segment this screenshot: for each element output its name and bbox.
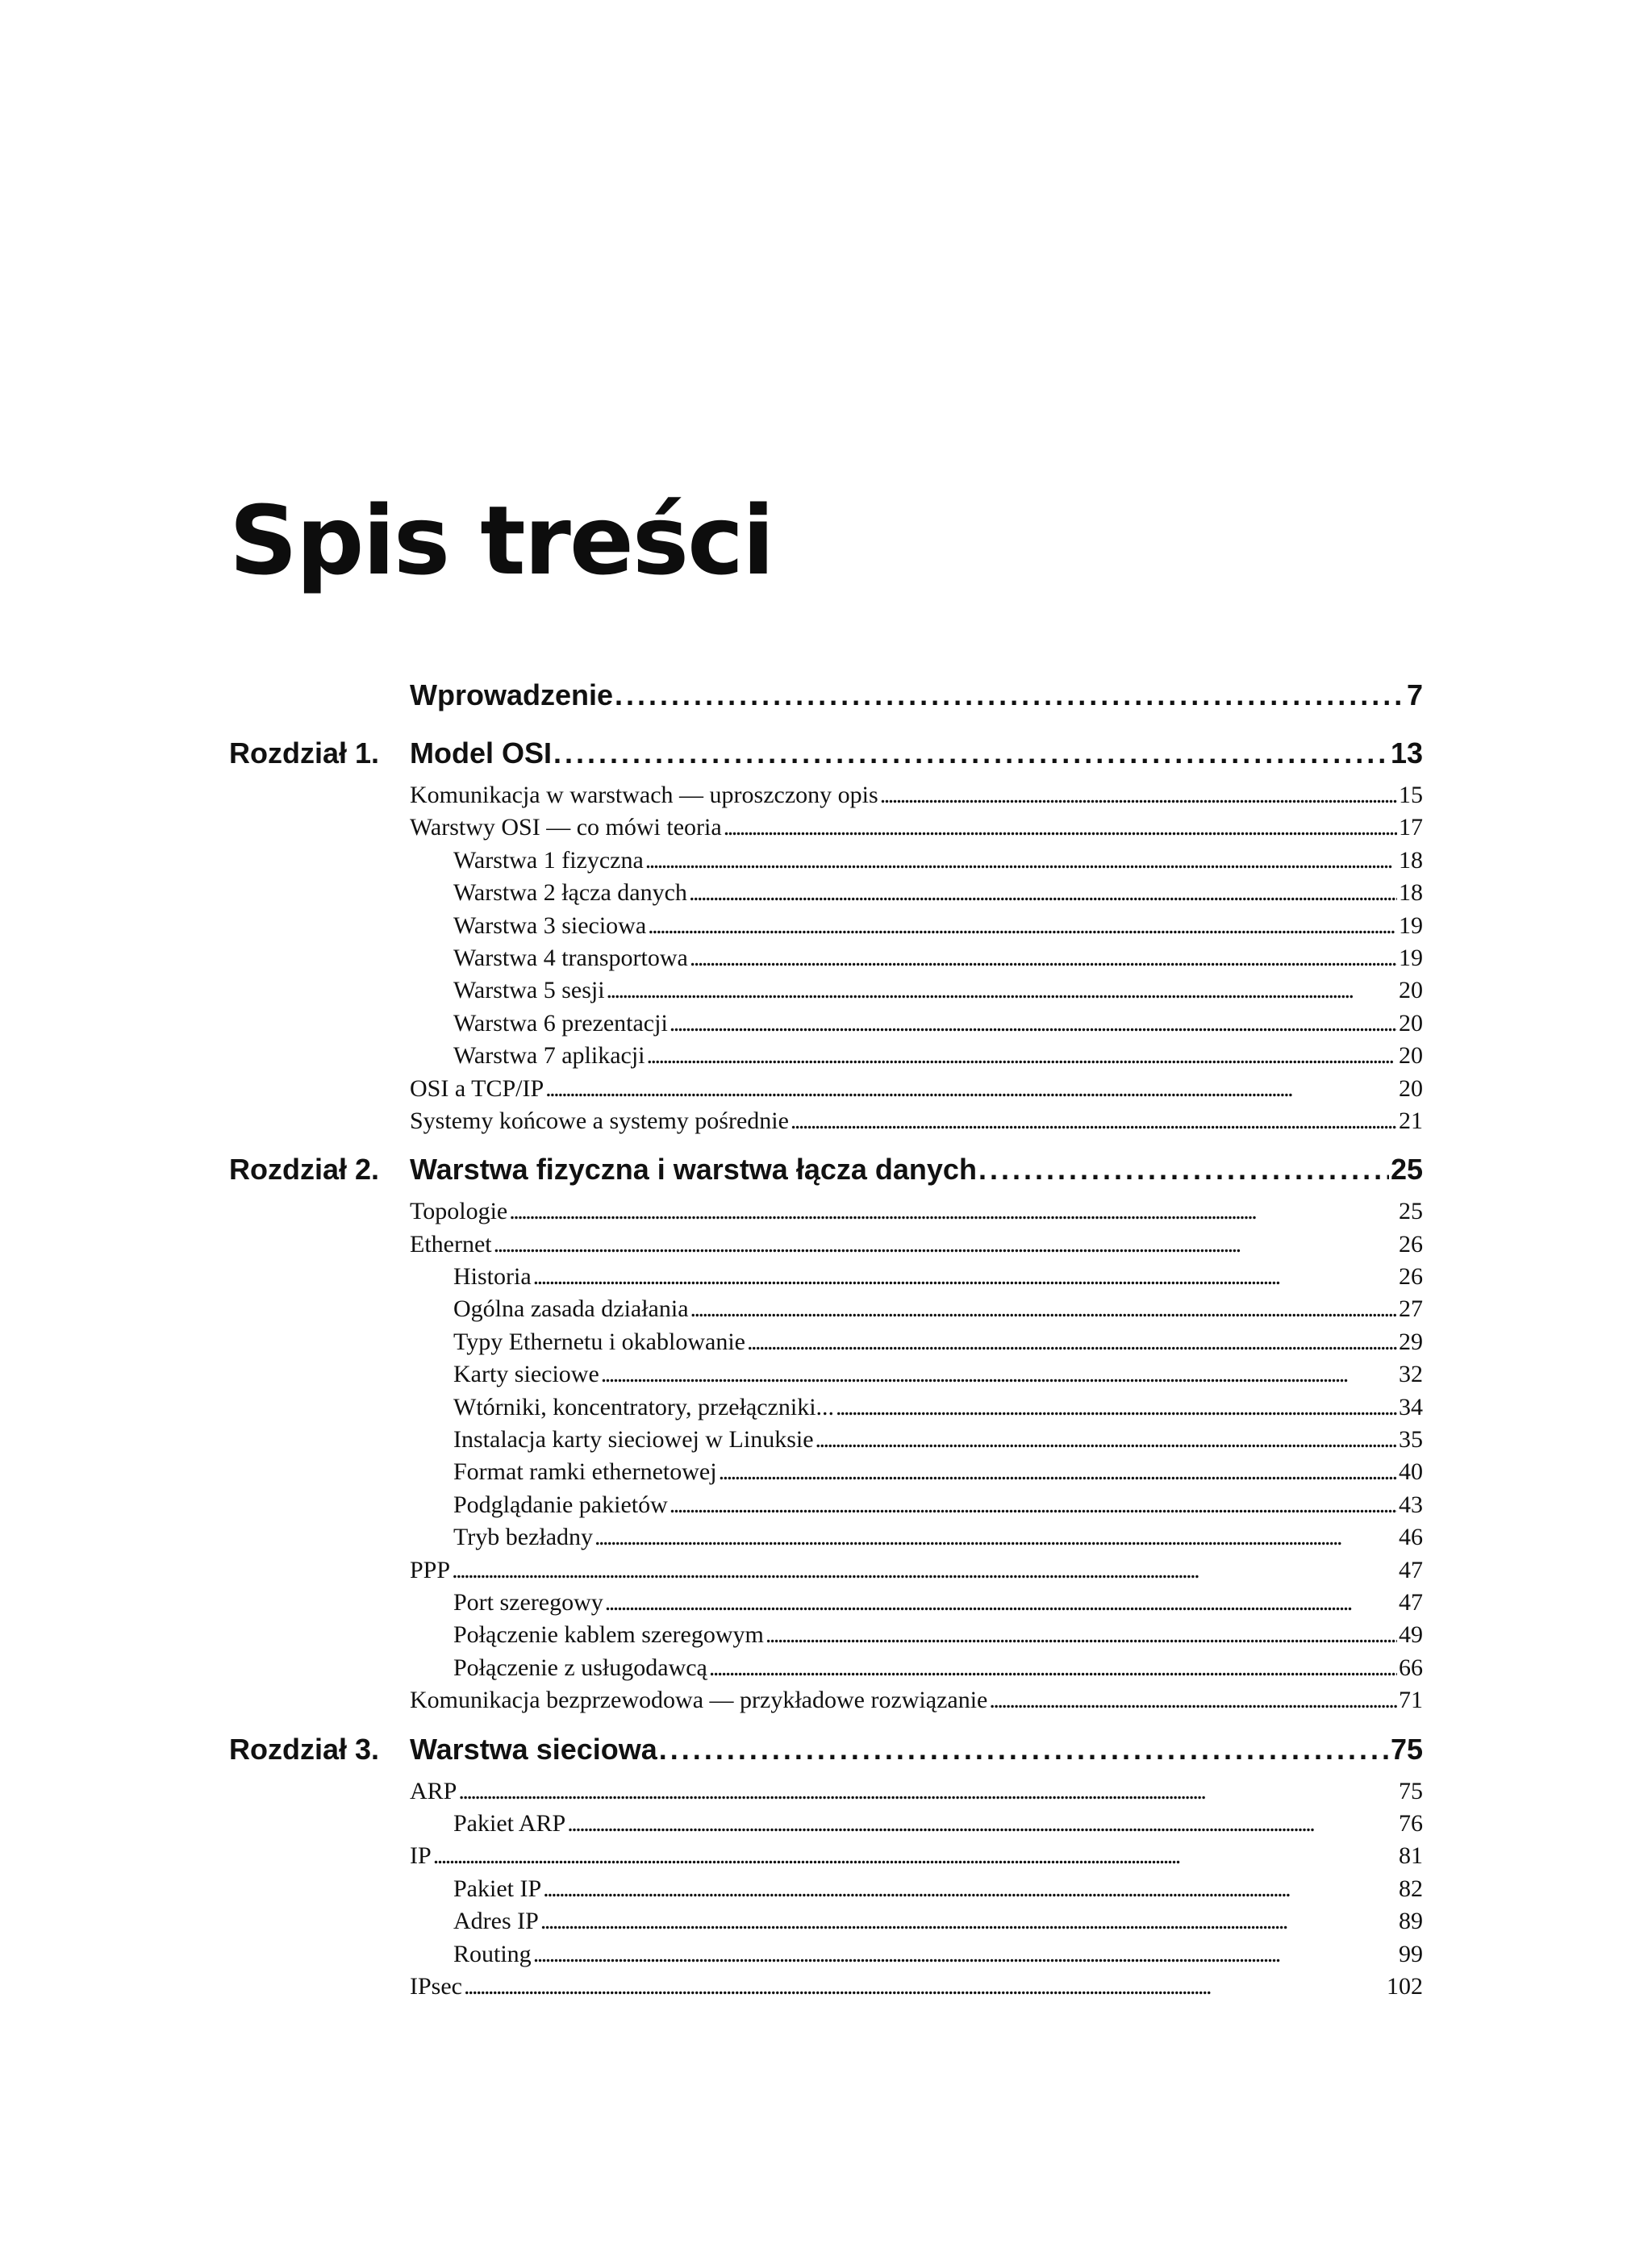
toc-entry[interactable] — [229, 1073, 1423, 1105]
toc-section — [229, 1724, 1423, 2004]
dot-leader — [540, 1905, 1397, 1938]
entry-page-number: 34 — [1399, 1393, 1423, 1420]
chapter-heading[interactable] — [229, 1144, 1423, 1195]
entry-title: IPsec — [410, 1972, 462, 2000]
entry-title: Warstwa 5 sesji — [453, 977, 605, 1004]
entry-title: Typy Ethernetu i okablowanie — [453, 1328, 745, 1355]
chapter-title: Wprowadzenie — [410, 678, 614, 711]
toc-subentry[interactable] — [229, 1587, 1423, 1619]
dot-leader — [880, 779, 1397, 811]
entry-title: Karty sieciowe — [453, 1361, 599, 1388]
entry-page-number: 15 — [1399, 782, 1423, 808]
dot-leader — [543, 1873, 1397, 1905]
entry-page-number: 102 — [1387, 1972, 1423, 2000]
entry-title: IP — [410, 1842, 432, 1870]
dot-leader — [645, 845, 1397, 877]
dot-leader — [747, 1326, 1397, 1358]
entry-title: Topologie — [410, 1198, 508, 1225]
chapter-label: Rozdział 3. — [229, 1732, 380, 1766]
entry-title: Port szeregowy — [453, 1588, 603, 1616]
chapter-page-number: 75 — [1390, 1732, 1423, 1766]
chapter-title: Model OSI — [410, 736, 553, 770]
entry-page-number: 19 — [1399, 944, 1423, 971]
toc-subentry[interactable] — [229, 1456, 1423, 1488]
chapter-heading[interactable] — [229, 669, 1423, 721]
toc-subentry[interactable] — [229, 877, 1423, 909]
entry-page-number: 35 — [1399, 1426, 1423, 1454]
dot-leader — [648, 910, 1397, 942]
dot-leader — [791, 1105, 1397, 1137]
dot-leader — [724, 811, 1397, 844]
entry-title: ARP — [410, 1777, 457, 1804]
toc-subentry[interactable] — [229, 1938, 1423, 1971]
dot-leader — [607, 974, 1397, 1007]
entry-page-number: 25 — [1399, 1198, 1423, 1225]
entry-page-number: 20 — [1399, 1009, 1423, 1037]
entry-page-number: 27 — [1399, 1295, 1423, 1323]
toc-subentry[interactable] — [229, 1007, 1423, 1040]
toc-section — [229, 728, 1423, 1137]
chapter-title: Warstwa fizyczna i warstwa łącza danych — [410, 1153, 977, 1187]
entry-title: Warstwa 7 aplikacji — [453, 1042, 645, 1070]
toc-entry[interactable] — [229, 1775, 1423, 1808]
entry-page-number: 26 — [1399, 1230, 1423, 1258]
entry-page-number: 19 — [1399, 911, 1423, 939]
dot-leader — [509, 1195, 1397, 1228]
page-title: Spis treści — [229, 485, 774, 596]
dot-leader — [647, 1040, 1398, 1072]
entry-page-number: 82 — [1399, 1875, 1423, 1902]
dot-leader — [816, 1424, 1397, 1456]
entry-title: Warstwa 4 transportowa — [453, 944, 688, 971]
dot-leader — [433, 1840, 1397, 1872]
dot-leader — [670, 1007, 1397, 1040]
toc-subentry[interactable] — [229, 1293, 1423, 1325]
entry-page-number: 81 — [1399, 1842, 1423, 1870]
entry-page-number: 46 — [1399, 1524, 1423, 1551]
entry-title: Warstwa 3 sieciowa — [453, 911, 647, 939]
entry-title: Połączenie kablem szeregowym — [453, 1621, 764, 1649]
dot-leader — [978, 1144, 1389, 1195]
dot-leader — [458, 1775, 1397, 1808]
dot-leader — [605, 1587, 1397, 1619]
dot-leader — [567, 1808, 1397, 1840]
toc-entry[interactable] — [229, 811, 1423, 844]
entry-page-number: 21 — [1399, 1107, 1423, 1134]
toc-entry[interactable] — [229, 1105, 1423, 1137]
toc-subentry[interactable] — [229, 1391, 1423, 1424]
dot-leader — [553, 728, 1389, 779]
entry-title: Warstwa 6 prezentacji — [453, 1009, 668, 1037]
toc-entry[interactable] — [229, 1971, 1423, 2003]
entry-title: Pakiet IP — [453, 1875, 542, 1902]
dot-leader — [533, 1261, 1397, 1293]
dot-leader — [615, 669, 1405, 721]
entry-title: PPP — [410, 1556, 451, 1583]
toc-entry[interactable] — [229, 1195, 1423, 1228]
dot-leader — [690, 1293, 1397, 1325]
entry-page-number: 26 — [1399, 1263, 1423, 1291]
entry-page-number: 75 — [1399, 1777, 1423, 1804]
entry-title: Pakiet ARP — [453, 1809, 566, 1837]
entry-page-number: 49 — [1399, 1621, 1423, 1649]
dot-leader — [989, 1684, 1397, 1716]
toc-subentry[interactable] — [229, 1261, 1423, 1293]
toc-subentry[interactable] — [229, 1326, 1423, 1358]
chapter-heading[interactable] — [229, 728, 1423, 779]
toc-subentry[interactable] — [229, 942, 1423, 974]
entry-page-number: 18 — [1399, 879, 1423, 907]
toc-section — [229, 1144, 1423, 1716]
chapter-page-number: 25 — [1390, 1153, 1423, 1187]
dot-leader — [709, 1652, 1397, 1684]
entry-page-number: 18 — [1399, 846, 1423, 874]
entry-page-number: 47 — [1399, 1588, 1423, 1616]
dot-leader — [766, 1619, 1397, 1651]
dot-leader — [594, 1521, 1397, 1554]
toc-entry[interactable] — [229, 1554, 1423, 1587]
chapter-title: Warstwa sieciowa — [410, 1732, 657, 1766]
chapter-label: Rozdział 2. — [229, 1153, 380, 1187]
dot-leader — [836, 1391, 1397, 1424]
toc-subentry[interactable] — [229, 1808, 1423, 1840]
dot-leader — [464, 1971, 1385, 2003]
toc-subentry[interactable] — [229, 1652, 1423, 1684]
entry-page-number: 20 — [1399, 1042, 1423, 1070]
entry-title: Wtórniki, koncentratory, przełączniki... — [453, 1393, 835, 1420]
entry-title: Format ramki ethernetowej — [453, 1458, 717, 1486]
chapter-page-number: 7 — [1406, 678, 1423, 711]
toc-entry[interactable] — [229, 779, 1423, 811]
dot-leader — [452, 1554, 1397, 1587]
entry-title: Instalacja karty sieciowej w Linuksie — [453, 1426, 814, 1454]
toc-subentry[interactable] — [229, 1424, 1423, 1456]
entry-page-number: 47 — [1399, 1556, 1423, 1583]
table-of-contents — [229, 669, 1423, 2003]
entry-title: Ogólna zasada działania — [453, 1295, 689, 1323]
dot-leader — [494, 1228, 1397, 1261]
entry-page-number: 76 — [1399, 1809, 1423, 1837]
entry-page-number: 66 — [1399, 1654, 1423, 1681]
toc-subentry[interactable] — [229, 1040, 1423, 1072]
toc-subentry[interactable] — [229, 1521, 1423, 1554]
entry-title: Połączenie z usługodawcą — [453, 1654, 707, 1681]
toc-subentry[interactable] — [229, 1489, 1423, 1521]
entry-page-number: 32 — [1399, 1361, 1423, 1388]
entry-title: OSI a TCP/IP — [410, 1074, 544, 1102]
entry-page-number: 43 — [1399, 1491, 1423, 1518]
entry-title: Tryb bezładny — [453, 1524, 594, 1551]
toc-section — [229, 669, 1423, 721]
entry-title: Routing — [453, 1940, 532, 1967]
entry-title: Systemy końcowe a systemy pośrednie — [410, 1107, 789, 1134]
entry-page-number: 29 — [1399, 1328, 1423, 1355]
entry-title: Adres IP — [453, 1908, 539, 1935]
entry-title: Komunikacja bezprzewodowa — przykładowe rozwiązanie — [410, 1687, 988, 1714]
entry-page-number: 71 — [1399, 1687, 1423, 1714]
chapter-heading[interactable] — [229, 1724, 1423, 1775]
entry-title: Warstwa 2 łącza danych — [453, 879, 687, 907]
entry-page-number: 89 — [1399, 1908, 1423, 1935]
entry-title: Warstwy OSI — co mówi teoria — [410, 814, 722, 841]
toc-entry[interactable] — [229, 1684, 1423, 1716]
dot-leader — [690, 942, 1397, 974]
toc-subentry[interactable] — [229, 1358, 1423, 1391]
toc-subentry[interactable] — [229, 1619, 1423, 1651]
entry-title: Warstwa 1 fizyczna — [453, 846, 644, 874]
entry-page-number: 20 — [1399, 977, 1423, 1004]
toc-entry[interactable] — [229, 1840, 1423, 1872]
entry-page-number: 99 — [1399, 1940, 1423, 1967]
toc-subentry[interactable] — [229, 910, 1423, 942]
dot-leader — [670, 1489, 1397, 1521]
entry-page-number: 20 — [1399, 1074, 1423, 1102]
toc-entry[interactable] — [229, 1228, 1423, 1261]
dot-leader — [601, 1358, 1397, 1391]
toc-subentry[interactable] — [229, 974, 1423, 1007]
entry-page-number: 40 — [1399, 1458, 1423, 1486]
dot-leader — [659, 1724, 1389, 1775]
chapter-label: Rozdział 1. — [229, 736, 380, 770]
dot-leader — [533, 1938, 1397, 1971]
toc-subentry[interactable] — [229, 845, 1423, 877]
entry-title: Ethernet — [410, 1230, 492, 1258]
dot-leader — [689, 877, 1397, 909]
toc-subentry[interactable] — [229, 1873, 1423, 1905]
chapter-page-number: 13 — [1390, 736, 1423, 770]
entry-page-number: 17 — [1399, 814, 1423, 841]
dot-leader — [545, 1073, 1397, 1105]
entry-title: Historia — [453, 1263, 532, 1291]
entry-title: Podglądanie pakietów — [453, 1491, 668, 1518]
entry-title: Komunikacja w warstwach — uproszczony opis — [410, 782, 878, 808]
toc-subentry[interactable] — [229, 1905, 1423, 1938]
dot-leader — [719, 1456, 1397, 1488]
